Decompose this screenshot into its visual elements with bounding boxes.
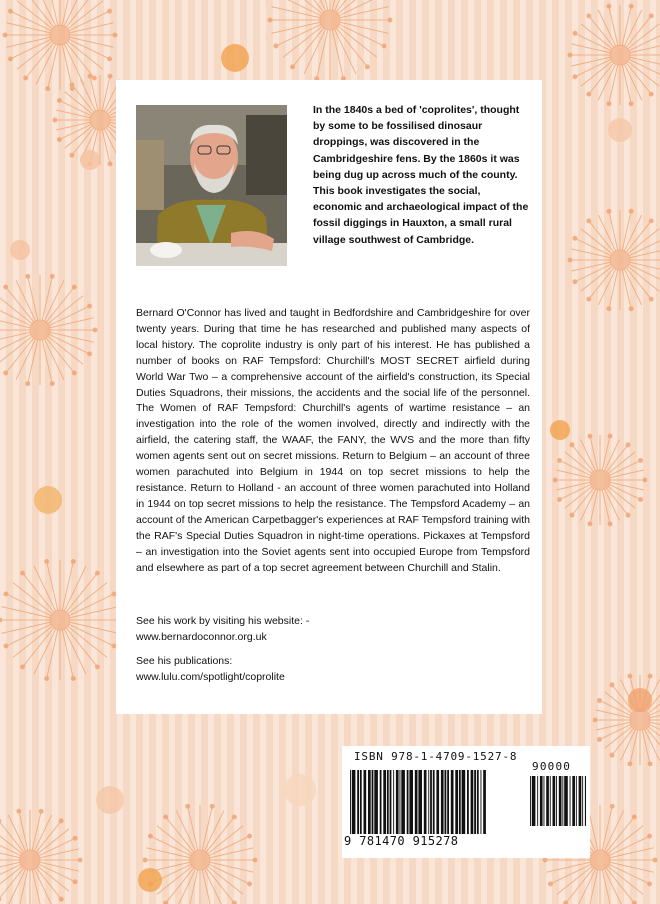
barcode-addon-digits: 90000 bbox=[532, 760, 572, 773]
publications-section bbox=[136, 654, 530, 686]
author-photo bbox=[136, 105, 287, 266]
publications-label: See his publications: bbox=[136, 655, 233, 667]
isbn-barcode bbox=[342, 746, 590, 858]
author-bio: Bernard O'Connor has lived and taught in Bedfordshire and Cambridgeshire for over twenty years. During that time he has researched and published many aspects of local history. The coprolite industry is only part of his interest. He has published a number of books on RAF Tempsford: Churchill's MOST SECRET airfield during World War Two – a comprehensive account of the airfield's construction, its Special Duties Squadrons, their missions, the accidents and the social life of the personnel. The Women of RAF Tempsford: Churchill's agents of wartime resistance – an investigation into the role of the women involved, directly and indirectly with the airfield, the catering staff, the WAAF, the FANY, the WVS and the more than fifty women agents sent out on secret missions. Return to Belgium – an account of three women parachuted into Belgium in 1944 on top secret missions to help the resistance. Return to Holland - an account of three women parachuted into Holland in 1944 on top secret missions to help the resistance. The Tempsford Academy – an account of the American Carpetbagger's experiences at RAF Tempsford training with the RAF's Special Duties Squadron in night-time operations. Pickaxes at Tempsford – an investigation into the Soviet agents sent into occupied Europe from Tempsford and elsewhere as part of a top secret agreement between Churchill and Stalin. bbox=[136, 307, 530, 574]
barcode-addon-bars bbox=[528, 776, 586, 840]
website-url: www.bernardoconnor.org.uk bbox=[136, 630, 267, 643]
publications-url: www.lulu.com/spotlight/coprolite bbox=[136, 670, 285, 683]
book-blurb: In the 1840s a bed of 'coprolites', thought by some to be fossilised dinosaur droppings, was discovered in the Cambridgeshire fens. By the 1860s it was being dug up across much of the county. This book investigates the social, economic and archaeological impact of the fossil diggings in Hauxton, a small rural village southwest of Cambridge. bbox=[313, 104, 529, 246]
isbn-label: ISBN 978-1-4709-1527-8 bbox=[354, 750, 518, 763]
barcode-digits: 9 781470 915278 bbox=[344, 834, 459, 848]
barcode-bars bbox=[342, 770, 528, 840]
website-label: See his work by visiting his website: - bbox=[136, 615, 310, 627]
text-panel bbox=[116, 80, 542, 714]
website-section bbox=[136, 614, 530, 646]
